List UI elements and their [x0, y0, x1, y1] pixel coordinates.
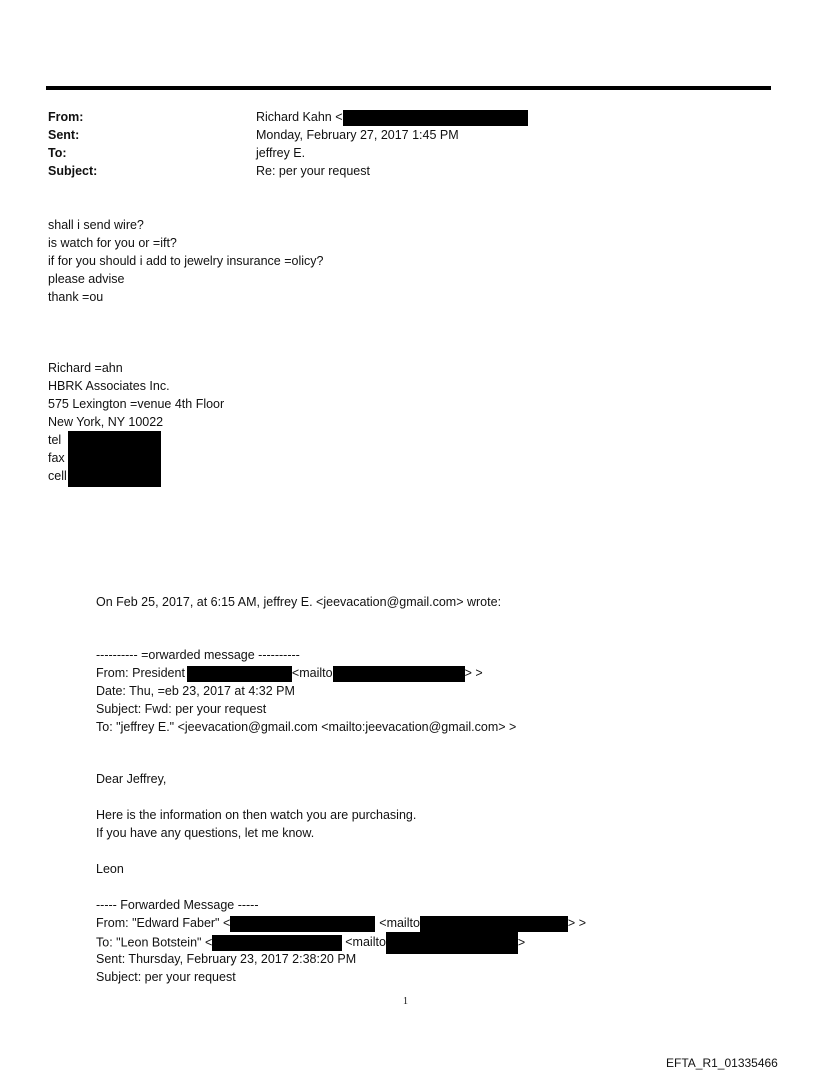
message-line: is watch for you or =ift?	[48, 236, 177, 250]
email-header	[48, 108, 648, 180]
signature-fax-label: fax	[48, 451, 65, 465]
redaction-box	[230, 916, 375, 932]
letter-para2: If you have any questions, let me know.	[96, 826, 315, 840]
signature-address1: 575 Lexington =venue 4th Floor	[48, 397, 225, 411]
redaction-box	[68, 431, 161, 487]
message-line: shall i send wire?	[48, 218, 144, 232]
message-line: please advise	[48, 272, 125, 286]
document-id: EFTA_R1_01335466	[666, 1056, 778, 1070]
subject-value: Re: per your request	[256, 164, 370, 178]
quoted-intro	[96, 593, 716, 611]
signature-company: HBRK Associates Inc.	[48, 379, 170, 393]
greeting: Dear Jeffrey,	[96, 772, 167, 786]
letter-para1: Here is the information on then watch you are purchasing.	[96, 808, 417, 822]
quote-intro-line: On Feb 25, 2017, at 6:15 AM, jeffrey E. <jeevacation@gmail.com> wrote:	[96, 595, 502, 609]
redaction-box	[420, 916, 568, 932]
subject-row	[48, 162, 648, 180]
signature-tel-label: tel	[48, 433, 62, 447]
forward-from-end: > >	[464, 666, 483, 680]
signature-name: Richard =ahn	[48, 361, 123, 375]
redaction-box	[386, 932, 518, 954]
message-line: if for you should i add to jewelry insurance =olicy?	[48, 254, 324, 268]
forward2-to-mailto: <mailto	[345, 935, 386, 950]
forward2-from-end: > >	[567, 916, 586, 930]
redaction-box	[343, 110, 528, 126]
subject-label: Subject:	[48, 164, 98, 178]
from-value: Richard Kahn <	[256, 110, 343, 124]
sent-row	[48, 126, 648, 144]
sent-label: Sent:	[48, 128, 80, 142]
forward2-sent: Sent: Thursday, February 23, 2017 2:38:20 PM	[96, 952, 357, 966]
forward2-subject: Subject: per your request	[96, 970, 236, 984]
forward-from-mailto: <mailto	[291, 666, 333, 680]
sent-value: Monday, February 27, 2017 1:45 PM	[256, 128, 459, 142]
message-body	[48, 216, 648, 306]
signature-block	[48, 359, 348, 485]
forward2-marker: ----- Forwarded Message -----	[96, 898, 259, 912]
to-label: To:	[48, 146, 67, 160]
forward-to: To: "jeffrey E." <jeevacation@gmail.com <mailto:jeevacation@gmail.com> >	[96, 720, 517, 734]
from-label: From:	[48, 110, 84, 124]
signoff: Leon	[96, 862, 124, 876]
forwarded-header-2	[96, 896, 716, 986]
from-row	[48, 108, 648, 126]
signature-address2: New York, NY 10022	[48, 415, 164, 429]
forward2-from-mailto: <mailto	[379, 916, 420, 930]
forward2-from: From: "Edward Faber" <	[96, 916, 231, 930]
forward2-to: To: "Leon Botstein" <	[96, 935, 213, 950]
page-number: 1	[403, 996, 408, 1007]
forward-subject: Subject: Fwd: per your request	[96, 702, 267, 716]
quoted-letter	[96, 770, 716, 878]
to-row	[48, 144, 648, 162]
redaction-box	[212, 935, 342, 951]
message-line: thank =ou	[48, 290, 104, 304]
redaction-box	[333, 666, 465, 682]
forward-date: Date: Thu, =eb 23, 2017 at 4:32 PM	[96, 684, 295, 698]
redaction-box	[187, 666, 292, 682]
forward2-to-end: >	[517, 935, 526, 950]
forwarded-header	[96, 646, 716, 736]
forward-from: From: President	[96, 666, 185, 680]
to-value: jeffrey E.	[256, 146, 306, 160]
signature-cell-label: cell	[48, 469, 67, 483]
header-rule	[46, 86, 771, 90]
forward-marker: ---------- =orwarded message ----------	[96, 648, 300, 662]
